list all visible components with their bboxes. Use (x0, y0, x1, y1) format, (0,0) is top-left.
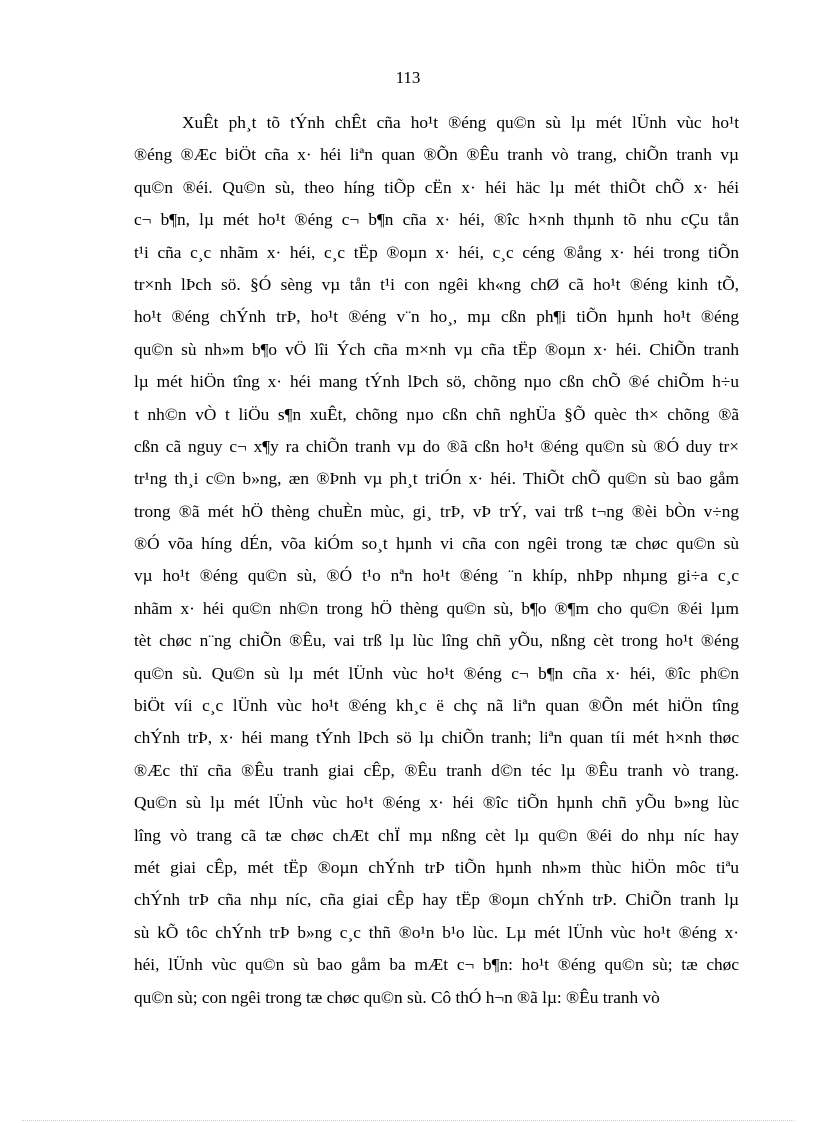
text-line: qu©n sù; con ngêi trong tæ chøc qu©n sù. Cô thÓ h¬n ®ã lµ: ®Êu tranh vò (134, 987, 660, 1007)
text-line: tèt chøc n¨ng chiÕn ®Êu, vai trß lµ lùc lîng chñ yÕu, nßng cèt trong ho¹t ®éng (134, 631, 739, 651)
text-line: mét giai cÊp, mét tËp ®oµn chÝnh trÞ tiÕn hµnh nh»m thùc hiÖn môc tiªu (134, 857, 739, 877)
text-line: chÝnh trÞ, x· héi mang tÝnh lÞch sö lµ chiÕn tranh; liªn quan tíi mét h×nh thøc (134, 728, 739, 748)
text-line: t nh©n vÒ t liÖu s¶n xuÊt, chõng nµo cßn chñ nghÜa §Õ quèc th× chõng ®ã (134, 404, 739, 424)
text-line: tr×nh lÞch sö. §Ó sèng vµ tån t¹i con ngêi kh«ng chØ cã ho¹t ®éng kinh tÕ, (134, 274, 739, 294)
text-line: XuÊt ph¸t tõ tÝnh chÊt cña ho¹t ®éng qu©n sù lµ mét lÜnh vùc ho¹t (182, 113, 739, 132)
page-bottom-divider (22, 1120, 794, 1121)
text-line: trong ®ã mét hÖ thèng chuÈn mùc, gi¸ trÞ, vÞ trÝ, vai trß t¬ng ®èi bÒn v÷ng (134, 501, 739, 521)
page-number: 113 (395, 68, 421, 87)
text-line: lîng vò trang cã tæ chøc chÆt chÏ mµ nßng cèt lµ qu©n ®éi do nhµ níc hay (134, 825, 739, 845)
text-line: ®éng ®Æc biÖt cña x· héi liªn quan ®Õn ®Êu tranh vò trang, chiÕn tranh vµ (134, 145, 739, 165)
text-line: ho¹t ®éng chÝnh trÞ, ho¹t ®éng v¨n ho¸, mµ cßn ph¶i tiÕn hµnh ho¹t ®éng (134, 307, 739, 327)
text-line: Qu©n sù lµ mét lÜnh vùc ho¹t ®éng x· héi ®îc tiÕn hµnh chñ yÕu b»ng lùc (134, 793, 739, 813)
body-paragraph (134, 107, 739, 1014)
text-line: vµ ho¹t ®éng qu©n sù, ®Ó t¹o nªn ho¹t ®éng ¨n khíp, nhÞp nhµng gi÷a c¸c (134, 566, 739, 586)
text-line: ®Æc thï cña ®Êu tranh giai cÊp, ®Êu tranh d©n téc lµ ®Êu tranh vò trang. (134, 760, 739, 780)
text-line: qu©n sù nh»m b¶o vÖ lîi Ých cña m×nh vµ cña tËp ®oµn x· héi. ChiÕn tranh (134, 339, 739, 359)
text-line: héi, lÜnh vùc qu©n sù bao gåm ba mÆt c¬ b¶n: ho¹t ®éng qu©n sù; tæ chøc (134, 955, 739, 975)
text-line: tr¹ng th¸i c©n b»ng, æn ®Þnh vµ ph¸t triÓn x· héi. ThiÕt chÕ qu©n sù bao gåm (134, 469, 739, 489)
text-line: chÝnh trÞ cña nhµ níc, cña giai cÊp hay tËp ®oµn chÝnh trÞ. ChiÕn tranh lµ (134, 890, 739, 910)
text-line: ®Ó võa híng dÉn, võa kiÓm so¸t hµnh vi cña con ngêi trong tæ chøc qu©n sù (134, 534, 739, 554)
text-line: biÖt víi c¸c lÜnh vùc ho¹t ®éng kh¸c ë chç nã liªn quan ®Õn mét hiÖn tîng (134, 696, 739, 716)
text-line: qu©n sù. Qu©n sù lµ mét lÜnh vùc ho¹t ®éng c¬ b¶n cña x· héi, ®îc ph©n (134, 663, 739, 683)
text-line: t¹i cña c¸c nhãm x· héi, c¸c tËp ®oµn x· héi, c¸c céng ®ång x· héi trong tiÕn (134, 242, 739, 262)
text-line: qu©n ®éi. Qu©n sù, theo híng tiÕp cËn x· héi häc lµ mét thiÕt chÕ x· héi (134, 177, 739, 197)
text-line: sù kÕ tôc chÝnh trÞ b»ng c¸c thñ ®o¹n b¹o lùc. Lµ mét lÜnh vùc ho¹t ®éng x· (134, 922, 739, 942)
text-line: cßn cã nguy c¬ x¶y ra chiÕn tranh vµ do ®ã cßn ho¹t ®éng qu©n sù ®Ó duy tr× (134, 436, 739, 456)
text-line: c¬ b¶n, lµ mét ho¹t ®éng c¬ b¶n cña x· héi, ®îc h×nh thµnh tõ nhu cÇu tån (134, 210, 739, 230)
text-line: nhãm x· héi qu©n nh©n trong hÖ thèng qu©n sù, b¶o ®¶m cho qu©n ®éi lµm (134, 598, 739, 618)
text-line: lµ mét hiÖn tîng x· héi mang tÝnh lÞch sö, chõng nµo cßn chÕ ®é chiÕm h÷u (134, 372, 739, 392)
